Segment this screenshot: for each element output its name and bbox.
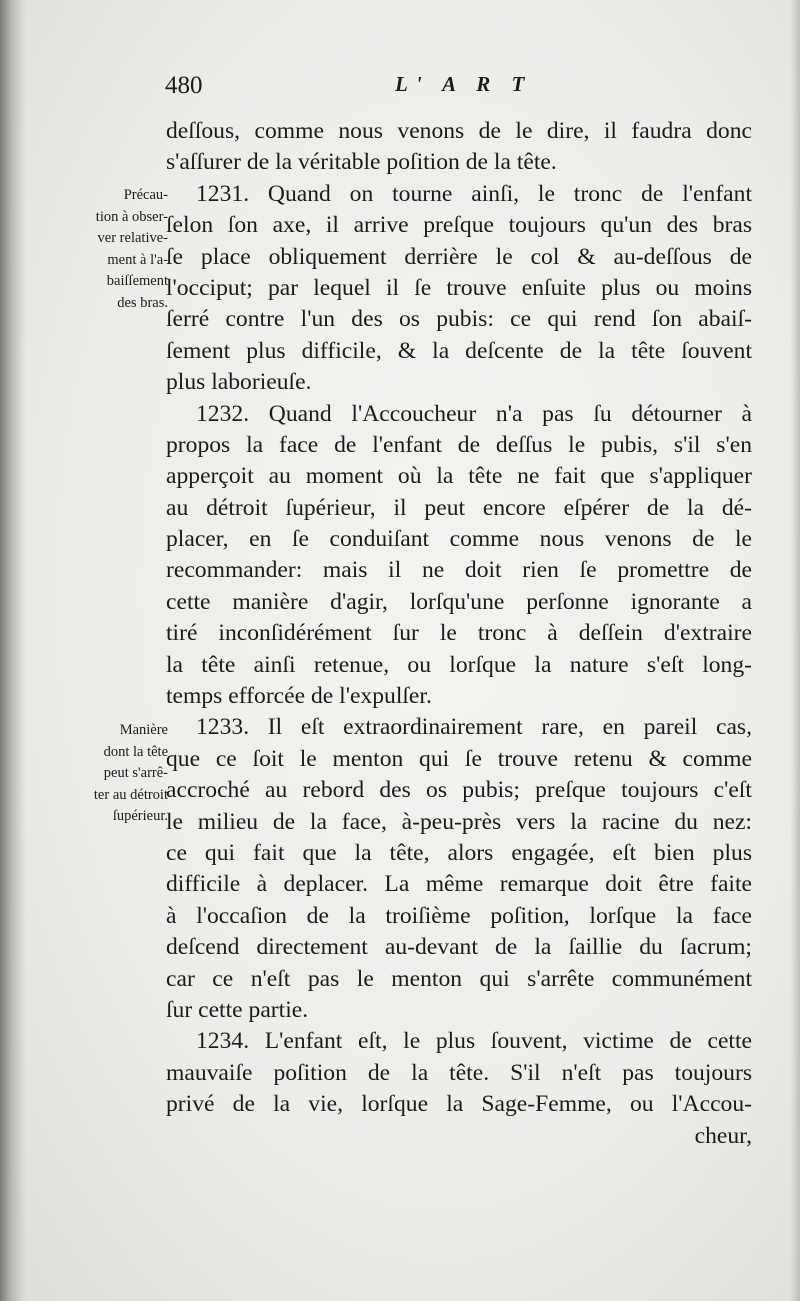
margin-note-line: dont la tête: [103, 743, 168, 760]
page-edge-shadow: [790, 0, 800, 1301]
text-line: au détroit ſupérieur, il peut encore eſpérer de la dé-: [166, 494, 752, 521]
margin-note-line: Manière: [119, 722, 168, 738]
text-line: l'occiput; par lequel il ſe trouve enſuite plus ou moins: [166, 274, 752, 301]
margin-note-line: ver relative-: [97, 230, 168, 246]
margin-note-line: peut s'arrê-: [103, 765, 168, 781]
paragraph-1233-start: 1233. Il eſt extraordinairement rare, en pareil cas,: [196, 714, 752, 741]
text-line: recommander: mais il ne doit rien ſe promettre de: [166, 557, 752, 584]
text-line: privé de la vie, lorſque la Sage-Femme, ou l'Accou-: [166, 1091, 752, 1118]
text-line: accroché au rebord des os pubis; preſque toujours c'eſt: [166, 777, 752, 804]
text-line: placer, en ſe conduiſant comme nous venons de le: [166, 526, 752, 553]
text-line: la tête ainſi retenue, ou lorſque la nature s'eſt long-: [166, 651, 752, 678]
text-line: propos la face de l'enfant de deſſus le pubis, s'il s'en: [166, 431, 752, 458]
text-line: cette manière d'agir, lorſqu'une perſonne ignorante a: [166, 588, 752, 615]
text-line: ſerré contre l'un des os pubis: ce qui rend ſon abaiſ-: [166, 306, 752, 333]
paragraph-1232-start: 1232. Quand l'Accoucheur n'a pas ſu détourner à: [196, 400, 752, 427]
text-line: car ce n'eſt pas le menton qui s'arrête communément: [166, 965, 752, 992]
margin-note-line: ter au détroit: [93, 786, 168, 803]
page-number: 480: [165, 72, 203, 99]
catchword: cheur,: [694, 1122, 752, 1149]
text-line: deſſous, comme nous venons de le dire, il faudra donc: [166, 118, 752, 144]
text-line: difficile à deplacer. La même remarque doit être faite: [166, 871, 752, 898]
text-line: plus laborieuſe.: [166, 369, 312, 396]
margin-note-line: tion à obser-: [95, 208, 168, 225]
text-line: s'aſſurer de la véritable poſition de la tête.: [166, 149, 557, 176]
margin-note-precaution: [50, 185, 168, 314]
body-text: [166, 116, 752, 1152]
paragraph-1231-start: 1231. Quand on tourne ainſi, le tronc de l'enfant: [196, 180, 752, 207]
running-title: L' A R T: [395, 72, 533, 96]
text-line: à l'occaſion de la troiſième poſition, lorſque la face: [166, 902, 752, 929]
margin-note-line: baiſſement: [106, 273, 168, 289]
text-line: que ce ſoit le menton qui ſe trouve retenu & comme: [166, 745, 752, 772]
text-line: deſcend directement au-devant de la ſaillie du ſacrum;: [166, 934, 752, 961]
text-line: temps efforcée de l'expulſer.: [166, 683, 432, 710]
text-line: ſement plus difficile, & la deſcente de la tête ſouvent: [166, 337, 752, 364]
margin-note-line: ſupérieur.: [112, 808, 168, 824]
text-line: ce qui fait que la tête, alors engagée, eſt bien plus: [166, 839, 752, 866]
text-line: tiré inconſidérément ſur le tronc à deſſein d'extraire: [166, 620, 752, 647]
text-line: le milieu de la face, à-peu-près vers la racine du nez:: [166, 808, 752, 835]
margin-note-line: des bras.: [117, 294, 168, 311]
paragraph-1234-start: 1234. L'enfant eſt, le plus ſouvent, victime de cette: [196, 1028, 752, 1055]
text-line: mauvaiſe poſition de la tête. S'il n'eſt pas toujours: [166, 1059, 752, 1086]
gutter-shadow: [0, 0, 26, 1301]
text-line: ſe place obliquement derrière le col & au-deſſous de: [166, 243, 752, 270]
margin-note-line: ment à l'a-: [107, 251, 168, 268]
running-head: [165, 72, 765, 106]
margin-note-maniere: [50, 720, 168, 828]
text-line: ſur cette partie.: [166, 996, 309, 1023]
margin-note-line: Précau-: [123, 187, 168, 203]
text-line: ſelon ſon axe, il arrive preſque toujours qu'un des bras: [166, 212, 752, 239]
text-line: apperçoit au moment où la tête ne fait que s'appliquer: [166, 463, 752, 490]
